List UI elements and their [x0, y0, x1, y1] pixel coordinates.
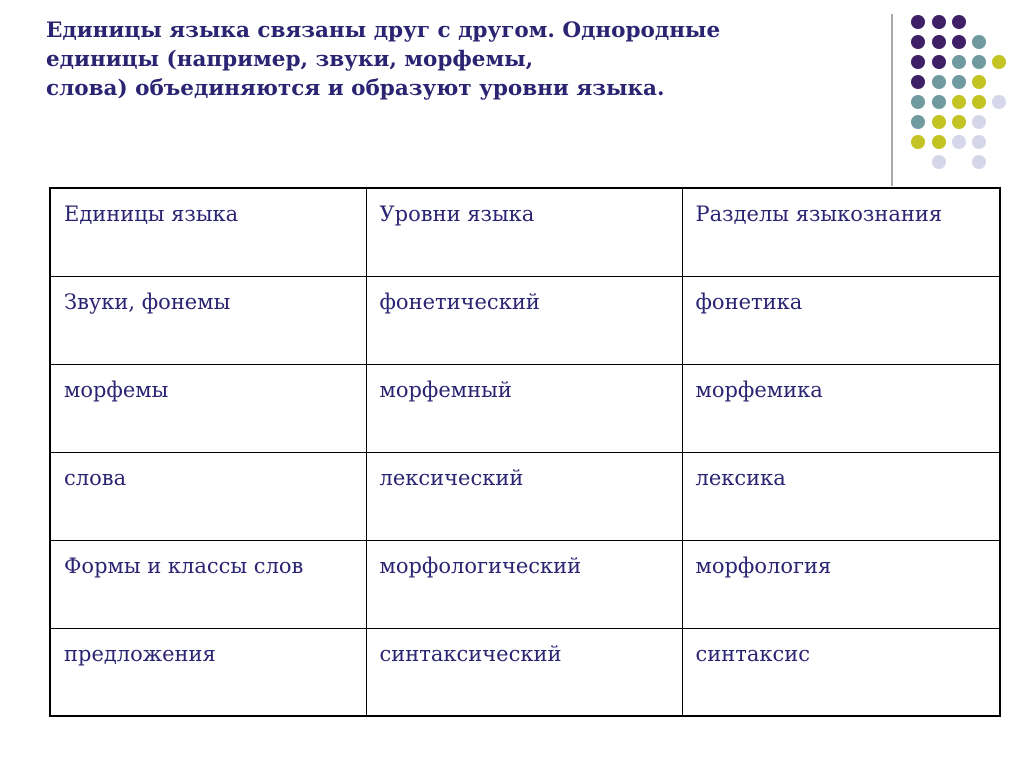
decorative-divider: [891, 14, 893, 186]
table-cell: морфологический: [366, 540, 682, 628]
dot: [932, 35, 946, 49]
dot: [911, 55, 925, 69]
dot: [911, 75, 925, 89]
table-cell: морфемика: [682, 364, 1000, 452]
header-units: Единицы языка: [50, 188, 366, 276]
table-cell: фонетический: [366, 276, 682, 364]
dot: [972, 115, 986, 129]
dot: [972, 155, 986, 169]
dot: [952, 95, 966, 109]
dot: [952, 75, 966, 89]
dot: [932, 55, 946, 69]
table-cell: морфология: [682, 540, 1000, 628]
dot: [972, 135, 986, 149]
dot: [972, 95, 986, 109]
dot: [972, 55, 986, 69]
table-cell: фонетика: [682, 276, 1000, 364]
table-cell: лексика: [682, 452, 1000, 540]
table-row: [50, 452, 1000, 540]
table-row: [50, 540, 1000, 628]
dot: [932, 155, 946, 169]
dot: [911, 115, 925, 129]
table-cell: Звуки, фонемы: [50, 276, 366, 364]
title-line-1: Единицы языка связаны друг с другом. Однородные: [46, 18, 721, 43]
table-row: [50, 364, 1000, 452]
dot: [972, 35, 986, 49]
header-levels: Уровни языка: [366, 188, 682, 276]
table-cell: синтаксический: [366, 628, 682, 716]
table-cell: слова: [50, 452, 366, 540]
title-line-3: слова) объединяются и образуют уровни языка.: [46, 76, 665, 101]
table-header-row: [50, 188, 1000, 276]
title-line-2: единицы (например, звуки, морфемы,: [46, 47, 534, 72]
slide-title: [46, 16, 866, 103]
dot: [932, 135, 946, 149]
header-sections: Разделы языкознания: [682, 188, 1000, 276]
dot: [911, 135, 925, 149]
table-cell: предложения: [50, 628, 366, 716]
dot: [932, 15, 946, 29]
dot: [952, 55, 966, 69]
table-cell: Формы и классы слов: [50, 540, 366, 628]
dot: [992, 95, 1006, 109]
table-cell: синтаксис: [682, 628, 1000, 716]
table-cell: морфемы: [50, 364, 366, 452]
dot: [932, 95, 946, 109]
dot: [952, 15, 966, 29]
dot: [911, 35, 925, 49]
table-row: [50, 276, 1000, 364]
table-cell: морфемный: [366, 364, 682, 452]
dot: [952, 115, 966, 129]
dot: [952, 135, 966, 149]
table-row: [50, 628, 1000, 716]
language-levels-table: [49, 187, 1001, 717]
dot: [992, 55, 1006, 69]
dot: [932, 75, 946, 89]
dot: [972, 75, 986, 89]
dot: [911, 15, 925, 29]
dot: [952, 35, 966, 49]
dot: [911, 95, 925, 109]
dot: [932, 115, 946, 129]
table-cell: лексический: [366, 452, 682, 540]
